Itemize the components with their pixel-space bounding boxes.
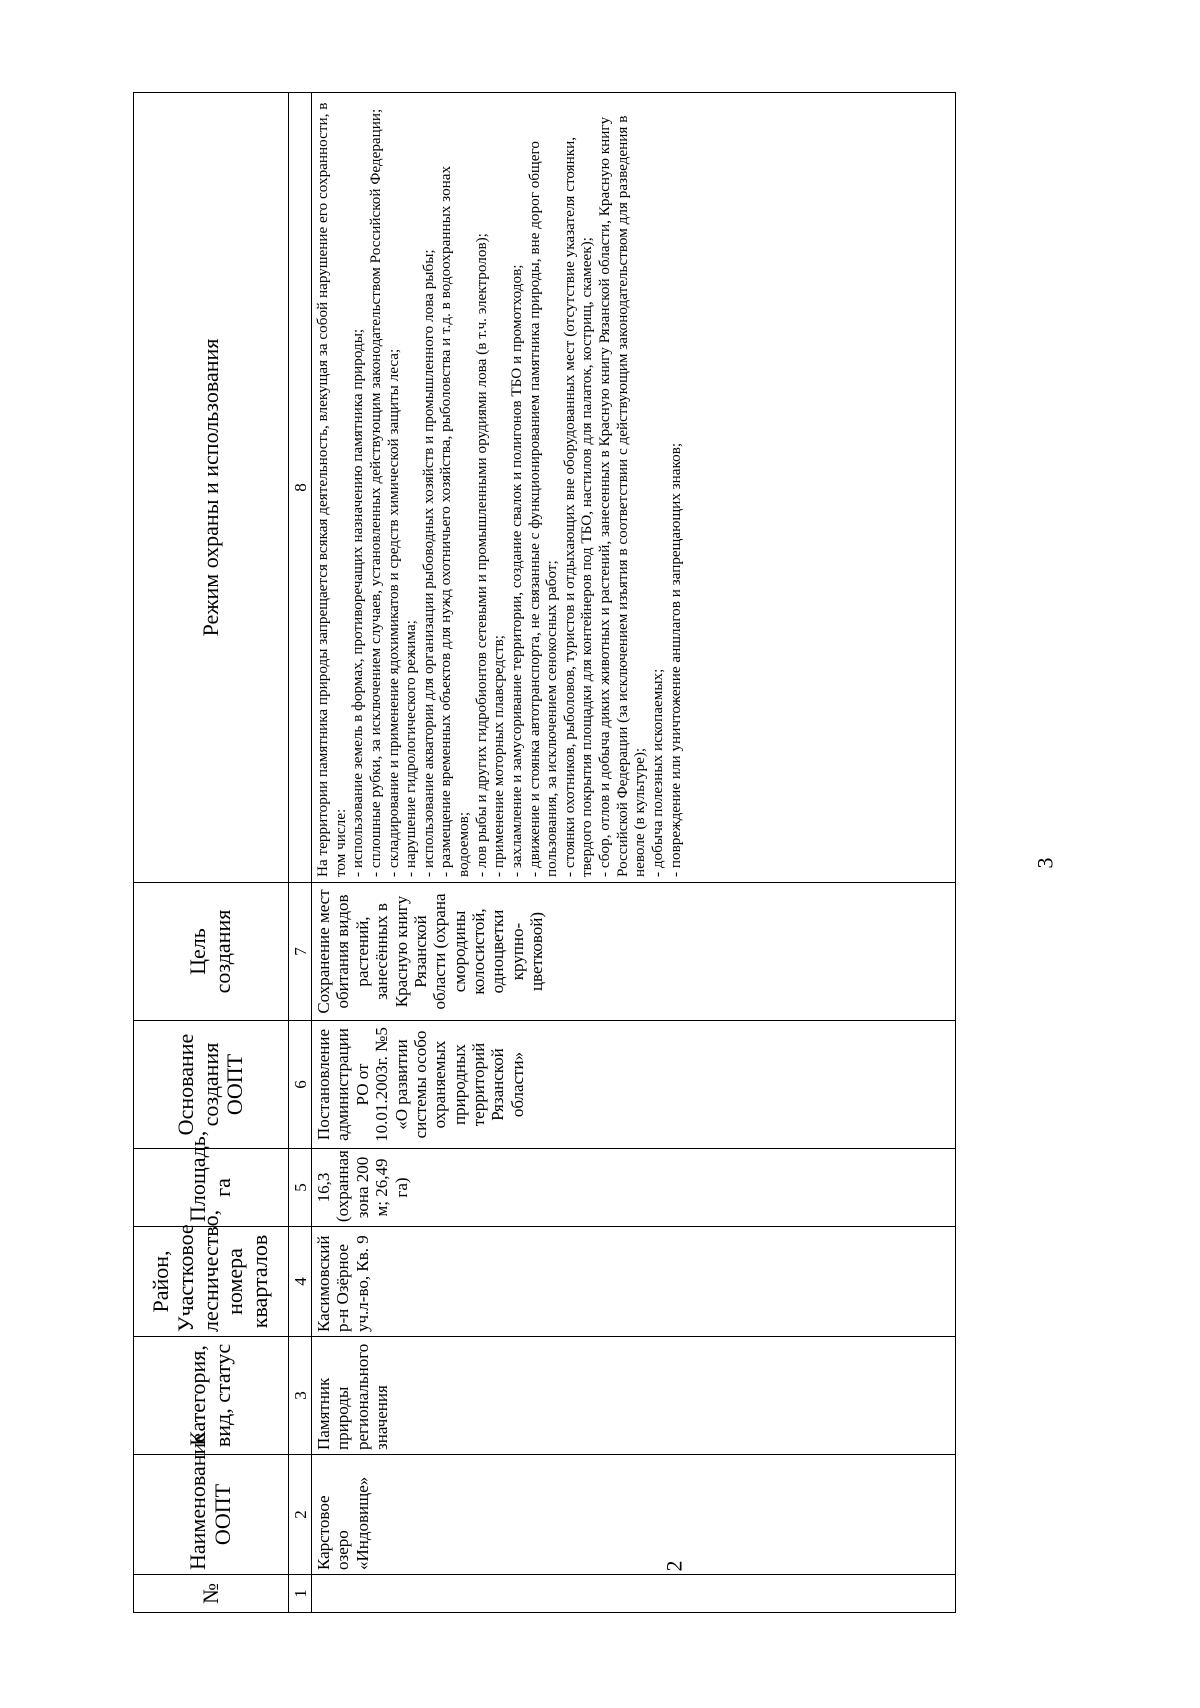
regime-line: На территории памятника природы запрещается всякая деятельность, влекущая за собой нарушение его сохранности, в том числе: <box>314 102 349 877</box>
page-number-left: 2 <box>661 1560 687 1572</box>
oopt-table <box>133 92 956 1613</box>
regime-line: - использование земель в формах, противоречащих назначению памятника природы; <box>349 328 367 877</box>
regime-line: - лов рыбы и других гидробионтов сетевыми и промышленными орудиями лова (в т.ч. электролов); <box>472 233 490 877</box>
header-area: Площадь, га <box>134 1149 289 1227</box>
cell-number <box>312 1575 956 1613</box>
header-goal: Цель создания <box>134 883 289 1021</box>
regime-line: - сплошные рубки, за исключением случаев, установленных действующим законодательством Российской Федерации; <box>366 108 384 877</box>
col-number-2: 2 <box>289 1455 312 1575</box>
col-number-5: 5 <box>289 1149 312 1227</box>
regime-line: - применение моторных плавсредств; <box>490 635 508 877</box>
header-basis: Основание создания ООПТ <box>134 1021 289 1149</box>
table-row <box>312 93 956 1613</box>
cell-category: Памятник природы регионального значения <box>312 1337 956 1455</box>
regime-line: - складирование и применение ядохимикатов и средств химической защиты леса; <box>384 348 402 877</box>
col-number-6: 6 <box>289 1021 312 1149</box>
cell-regime <box>312 93 956 883</box>
header-regime: Режим охраны и использования <box>134 93 289 883</box>
rotated-page-content <box>133 93 956 1613</box>
page-number-right: 3 <box>1032 857 1058 869</box>
header-row <box>134 93 289 1613</box>
regime-line: - размещение временных объектов для нужд охотничьего хозяйства, рыболовства и т.д. в водоохранных зонах водоемов; <box>437 165 472 877</box>
regime-line: - захламление и замусоривание территории, создание свалок и полигонов ТБО и промотходов; <box>507 264 525 877</box>
header-number: № <box>134 1575 289 1613</box>
regime-line: - использование акватории для организации рыбоводных хозяйств и промышленного лова рыбы; <box>419 249 437 877</box>
cell-name: Карстовое озеро «Индовище» <box>312 1455 956 1575</box>
cell-district: Касимовский р-н Озёрное уч.л-во, Кв. 9 <box>312 1227 956 1337</box>
col-number-1: 1 <box>289 1575 312 1613</box>
header-name: Наименование ООПТ <box>134 1455 289 1575</box>
cell-goal: Сохранение мест обитания видов растений, занесённых в Красную книгу Рязанской области (охрана смородины колосистой, одноцветки крупно-цветковой) <box>312 883 956 1021</box>
col-number-7: 7 <box>289 883 312 1021</box>
col-number-4: 4 <box>289 1227 312 1337</box>
col-number-3: 3 <box>289 1337 312 1455</box>
cell-area: 16,3 (охранная зона 200 м; 26,49 га) <box>312 1149 956 1227</box>
regime-line: - стоянки охотников, рыболовов, туристов и отдыхающих вне оборудованных мест (отсутствие указателя стоянки, твердого покрытия площадки для контейнеров под ТБО, настилов для палаток, кострищ, скамеек); <box>560 136 596 877</box>
header-category: Категория, вид, статус <box>134 1337 289 1455</box>
col-number-8: 8 <box>289 93 312 883</box>
regime-line: - повреждение или уничтожение аншлагов и запрещающих знаков; <box>666 442 684 877</box>
regime-line: - движение и стоянка автотранспорта, не связанные с функционированием памятника природы, вне дорог общего пользования, за исключением сенокосных работ; <box>525 141 561 877</box>
header-district: Район, Участковое лесничество, номера кварталов <box>134 1227 289 1337</box>
regime-line: - нарушение гидрологического режима; <box>402 620 420 877</box>
regime-line: - сбор, отлов и добыча диких животных и растений, занесенных в Красную книгу Рязанской области, Красную книгу Российской Федерации (за исключением изъятия в соответствии с действующим законодательством для разведения в неволе (в культуре); <box>596 115 649 877</box>
regime-line: - добыча полезных ископаемых; <box>648 668 666 877</box>
cell-basis: Постановление администрации РО от 10.01.2003г. №5 «О развитии системы особо охраняемых природных территорий Рязанской области» <box>312 1021 956 1149</box>
column-number-row <box>289 93 312 1613</box>
